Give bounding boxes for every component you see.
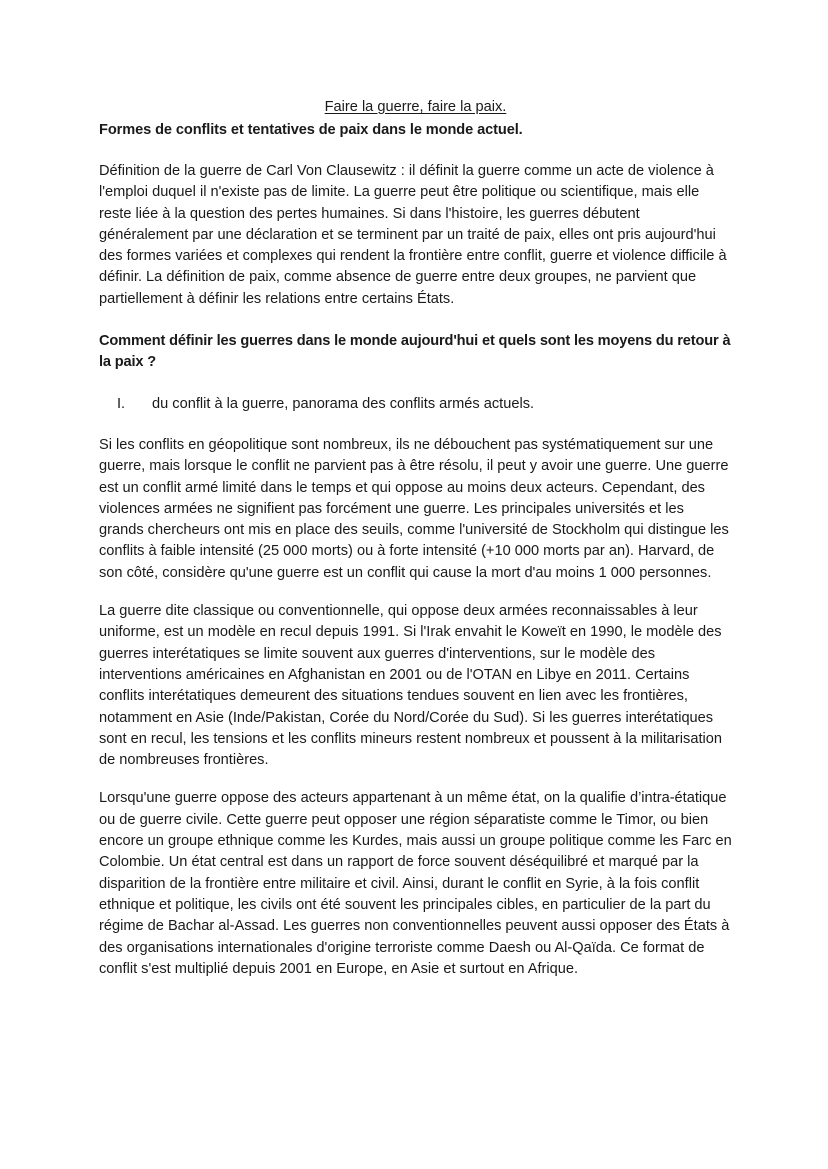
document-subtitle: Formes de conflits et tentatives de paix dans le monde actuel. bbox=[99, 122, 523, 138]
spacer bbox=[99, 374, 732, 394]
spacer bbox=[99, 140, 732, 161]
section-list bbox=[99, 394, 732, 415]
spacer bbox=[99, 415, 732, 435]
paragraph-definitions: Si les conflits en géopolitique sont nombreux, ils ne débouchent pas systématiquement sur une guerre, mais lorsque le conflit ne parvient pas à être résolu, il peut y avoir une guerre. Une guerre est un conflit armé limité dans le temps et qui oppose au moins deux acteurs. Cependant, des violences armées ne signifient pas forcément une guerre. Les principales universités et les grands chercheurs ont mis en place des seuils, comme l'université de Stockholm qui distingue les conflits à faible intensité (25 000 morts) ou à forte intensité (+10 000 morts par an). Harvard, de son côté, considère qu'une guerre est un conflit qui cause la mort d'au moins 1 000 personnes. bbox=[99, 436, 729, 581]
spacer bbox=[99, 584, 732, 601]
paragraph-conventional-war: La guerre dite classique ou conventionnelle, qui oppose deux armées reconnaissables à leur uniforme, est un modèle en recul depuis 1991. Si l'Irak envahit le Koweït en 1990, le modèle des guerres interétatiques se limite souvent aux guerres d'interventions, sur le modèle des interventions américaines en Afghanistan en 2001 ou de l'OTAN en Libye en 2011. Certains conflits interétatiques demeurent des situations tendues souvent en lien avec les frontières, notamment en Asie (Inde/Pakistan, Corée du Nord/Corée du Sud). Si les guerres interétatiques sont en recul, les tensions et les conflits mineurs restent nombreux et poussent à la militarisation de nombreuses frontières. bbox=[99, 603, 722, 769]
spacer bbox=[99, 771, 732, 788]
intro-paragraph: Définition de la guerre de Carl Von Clausewitz : il définit la guerre comme un acte de violence à l'emploi duquel il n'existe pas de limite. La guerre peut être politique ou scientifique, mais elle reste liée à la question des pertes humaines. Si dans l'histoire, les guerres débutent généralement par une déclaration et se terminent par un traité de paix, elles ont pris aujourd'hui des formes variées et complexes qui rendent la frontière entre conflit, guerre et violence difficile à définir. La définition de paix, comme absence de guerre entre deux groupes, ne parvient que partiellement à définir les relations entre certains États. bbox=[99, 163, 727, 307]
spacer bbox=[99, 310, 732, 331]
paragraph-civil-war: Lorsqu'une guerre oppose des acteurs appartenant à un même état, on la qualifie d’intra-étatique ou de guerre civile. Cette guerre peut opposer une région séparatiste comme le Timor, ou bien encore un groupe ethnique comme les Kurdes, mais aussi un groupe politique comme les Farc en Colombie. Un état central est dans un rapport de force souvent déséquilibré et marqué par la disparition de la frontière entre militaire et civil. Ainsi, durant le conflit en Syrie, à la fois conflit ethnique et politique, les civils ont été souvent les principales cibles, en particulier de la part du régime de Bachar al-Assad. Les guerres non conventionnelles peuvent aussi opposer des États à des organisations internationales d'origine terroriste comme Daesh ou Al-Qaïda. Ce format de conflit s'est multiplié depuis 2001 en Europe, en Asie et surtout en Afrique. bbox=[99, 790, 732, 977]
document-title bbox=[99, 97, 732, 117]
document-body bbox=[99, 97, 732, 980]
list-item-marker: I. bbox=[117, 395, 126, 412]
list-item bbox=[99, 394, 732, 415]
list-item-label: du conflit à la guerre, panorama des conflits armés actuels. bbox=[152, 395, 535, 412]
document-title-text: Faire la guerre, faire la paix. bbox=[324, 99, 507, 115]
problematic-heading: Comment définir les guerres dans le monde aujourd'hui et quels sont les moyens du retour à la paix ? bbox=[99, 333, 731, 371]
